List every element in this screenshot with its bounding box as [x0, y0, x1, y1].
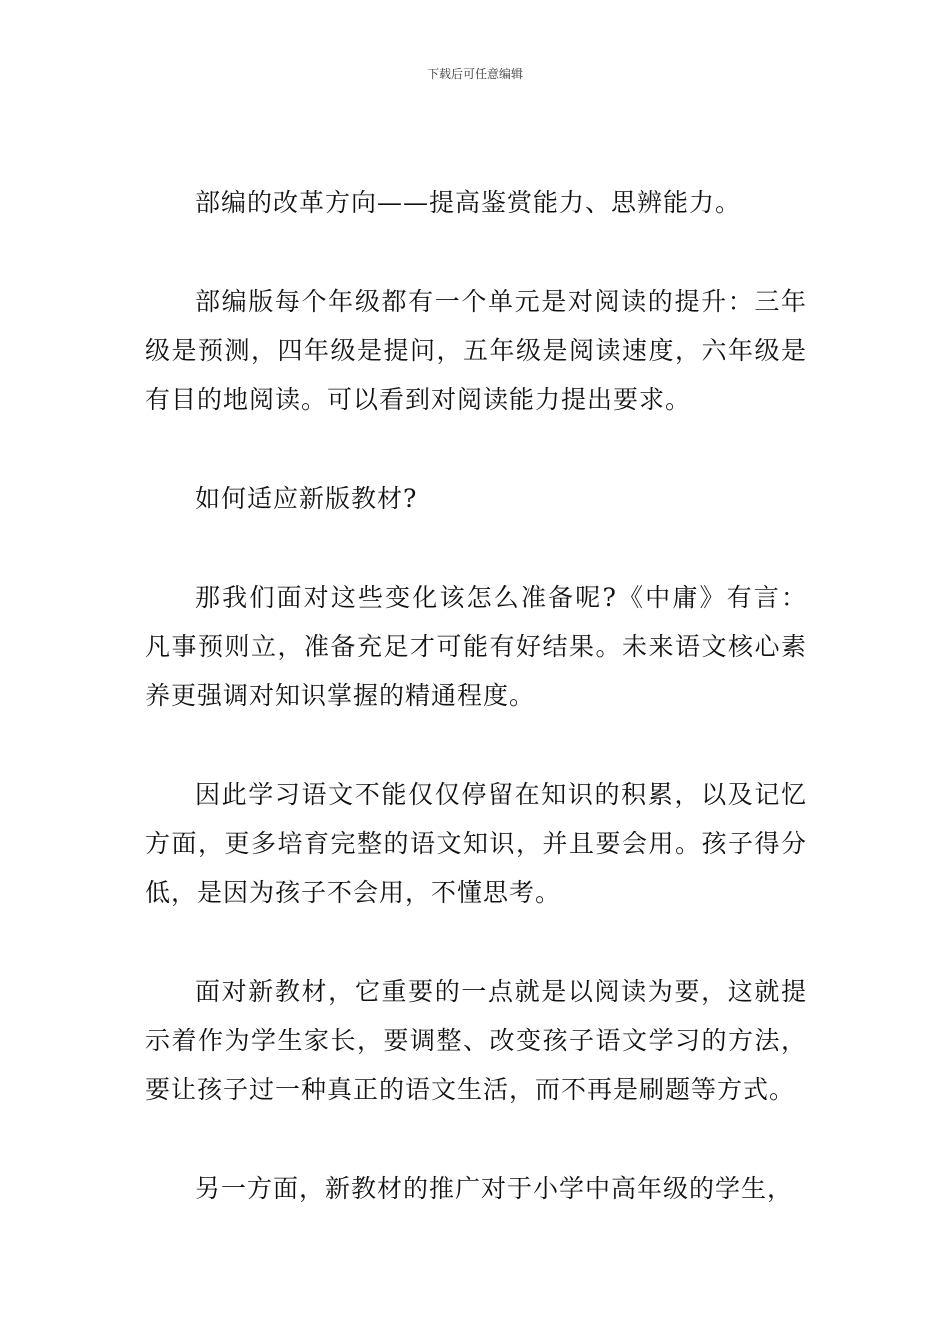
document-body: [145, 178, 807, 1263]
paragraph-reform-direction: 部编的改革方向——提高鉴赏能力、思辨能力。: [195, 188, 742, 217]
paragraph-other-aspect: 另一方面，新教材的推广对于小学中高年级的学生，: [195, 1174, 794, 1203]
paragraph-learning-chinese: 因此学习语文不能仅仅停留在知识的积累，以及记忆方面，更多培育完整的语文知识，并且要会用。孩子得分低，是因为孩子不会用，不懂思考。: [145, 780, 807, 907]
paragraph-reading-units: 部编版每个年级都有一个单元是对阅读的提升：三年级是预测，四年级是提问，五年级是阅读速度，六年级是有目的地阅读。可以看到对阅读能力提出要求。: [145, 287, 807, 414]
paragraph-new-textbook: 面对新教材，它重要的一点就是以阅读为要，这就提示着作为学生家长，要调整、改变孩子语文学习的方法，要让孩子过一种真正的语文生活，而不再是刷题等方式。: [145, 977, 807, 1104]
page-header: 下载后可任意编辑: [426, 67, 523, 81]
paragraph-preparation: 那我们面对这些变化该怎么准备呢?《中庸》有言：凡事预则立，准备充足才可能有好结果。未来语文核心素养更强调对知识掌握的精通程度。: [145, 583, 807, 710]
paragraph-question-heading: 如何适应新版教材?: [195, 484, 418, 513]
